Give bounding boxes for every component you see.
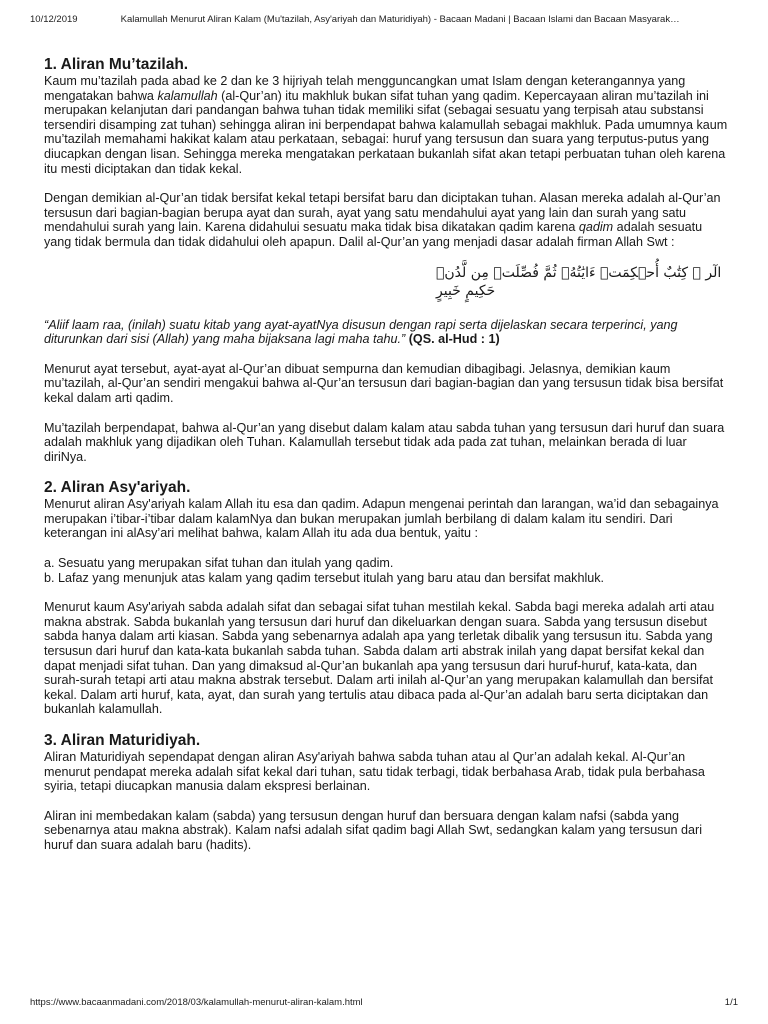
paragraph: Dengan demikian al-Qur’an tidak bersifat kekal tetapi bersifat baru dan diciptakan tuhan. Alasan mereka adalah al-Qur’an tersusun dari bagian-bagian berupa ayat dan surah, ayat yang satu mendahului ayat yang lain dan surah yang satu mendahului surah yang lain. Karena didahului sesuatu maka tidak bisa dikatakan qadim karena qadim adalah sesuatu yang tidak bermula dan tidak didahului oleh apapun. Dalil al-Qur’an yang menjadi dasar adalah firman Allah Swt : [44, 191, 721, 249]
print-header [30, 14, 738, 25]
verse-translation [44, 318, 730, 347]
paragraph: Aliran Maturidiyah sependapat dengan aliran Asy'ariyah bahwa sabda tuhan atau al Qur’an adalah kekal. Al-Qur’an menurut pendapat mereka adalah sifat kekal dari tuhan, satu tidak terbagi, tidak berbahasa Arab, tidak pula berbahasa syiria, tetapi diucapkan manusia dalam ekspresi berlainan. [44, 750, 705, 794]
print-title: Kalamullah Menurut Aliran Kalam (Mu'tazilah, Asy'ariyah dan Maturidiyah) - Bacaan Madani | Bacaan Islami dan Bacaan Masyarak… [120, 14, 680, 25]
paragraph: Menurut kaum Asy'ariyah sabda adalah sifat dan sebagai sifat tuhan mestilah kekal. Sabda bagi mereka adalah arti atau makna abstrak. Sabda bukanlah yang tersusun dari huruf dan dikeluarkan dengan suara. Sabda yang tersusun disebut sabda hanya dalam arti kiasan. Sabda yang sebenarnya adalah apa yang terletak dibalik yang tersusun itu. Sabda yang tersusun dari huruf dan kata-kata bukanlah sabda tuhan. Sabda dalam arti abstrak inilah yang dapat bersifat kekal dan dapat menjadi sifat tuhan. Dan yang dimaksud al-Qur’an bukanlah apa yang tersusun dari huruf-huruf, kata-kata, dan surah-surah tetapi arti atau makna abstrak tersebut. Dalam arti inilah al-Qur’an yang merupakan kalamullah dan bersifat kekal. Dalam arti huruf, kata, ayat, dan surah yang tertulis atau dibaca pada al-Qur’an adalah baru serta diciptakan dan bukanlah kalamullah. [44, 600, 715, 717]
quote-text: “Aliif laam raa, (inilah) suatu kitab yang ayat-ayatNya disusun dengan rapi serta dijelaskan secara terperinci, yang diturunkan dari sisi (Allah) yang maha bijaksana lagi maha tahu.” [44, 317, 678, 347]
paragraph: Menurut aliran Asy'ariyah kalam Allah itu esa dan qadim. Adapun mengenai perintah dan larangan, wa’id dan sebagainya merupakan i’tibar-i’tibar dalam kalamNya dan bukan merupakan jumlah berbilang di dalam kalam itu sendiri. Dari keterangan ini alAsy’ari melihat bahwa, kalam Allah itu ada dua bentuk, yaitu : [44, 497, 719, 541]
article-body [44, 56, 730, 853]
page-url: https://www.bacaanmadani.com/2018/03/kalamullah-menurut-aliran-kalam.html [30, 997, 363, 1008]
section-heading-asyariyah: 2. Aliran Asy'ariyah. [44, 479, 191, 497]
print-date: 10/12/2019 [30, 14, 78, 25]
arabic-verse: الٓر ۚ كِتَٰبٌ أُحۡكِمَتۡ ءَايَٰتُهُۥ ثُمَّ فُصِّلَتۡ مِن لَّدُنۡ حَكِيمٍ خَبِيرٍ [436, 264, 722, 299]
emphasis-qadim: qadim [578, 220, 614, 235]
list-item: b. Lafaz yang menunjuk atas kalam yang qadim tersebut itulah yang baru atau dan bersifat makhluk. [44, 570, 605, 585]
emphasis-kalamullah: kalamullah [157, 88, 218, 103]
list-item: a. Sesuatu yang merupakan sifat tuhan dan itulah yang qadim. [44, 556, 394, 571]
paragraph: Kaum mu’tazilah pada abad ke 2 dan ke 3 hijriyah telah mengguncangkan umat Islam dengan keterangannya yang mengatakan bahwa kalamullah (al-Qur’an) itu makhluk bukan sifat tuhan yang qadim. Kepercayaan aliran mu’tazilah ini merupakan kelanjutan dari pandangan bahwa tuhan tidak memiliki sifat (sebagai sesuatu yang terpisah atau substansi tersendiri disamping zat tuhan) sehingga aliran ini berpendapat bahwa kalamullah sebagai makhluk. Pada umumnya kaum mu’tazilah memahami hakikat kalam atau perkataan, sebagai: huruf yang tersusun dan suara yang terputus-putus yang diucapkan dengan lisan. Sehingga mereka mengatakan perkataan bukanlah sifat akan tetapi perbuatan tuhan oleh karena itu mesti diciptakan dan tidak kekal. [44, 74, 728, 176]
section-heading-maturidiyah: 3. Aliran Maturidiyah. [44, 732, 201, 749]
paragraph: Menurut ayat tersebut, ayat-ayat al-Qur’an dibuat sempurna dan kemudian dibagibagi. Jelasnya, demikian kaum mu’tazilah, al-Qur’an sendiri mengakui bahwa al-Qur’an tersusun dari bagian-bagian dan yang tersusun tidak bisa bersifat kekal dalam arti qadim. [44, 361, 724, 405]
paragraph: Aliran ini membedakan kalam (sabda) yang tersusun dengan huruf dan bersuara dengan kalam nafsi (sabda yang sebenarnya atau makna abstrak). Kalam nafsi adalah sifat qadim bagi Allah Swt, sedangkan kalam yang tersusun dari huruf dan suara adalah baru (hadits). [44, 808, 703, 852]
quote-reference: (QS. al-Hud : 1) [405, 332, 500, 347]
section-heading-mutazilah: 1. Aliran Mu’tazilah. [44, 56, 189, 73]
page-number: 1/1 [724, 997, 738, 1008]
print-footer [30, 997, 738, 1008]
paragraph: Mu’tazilah berpendapat, bahwa al-Qur’an yang disebut dalam kalam atau sabda tuhan yang tersusun dari huruf dan suara adalah makhluk yang dijadikan oleh Tuhan. Kalamullah tersebut tidak ada pada zat tuhan, melainkan berada di luar diriNya. [44, 420, 725, 464]
